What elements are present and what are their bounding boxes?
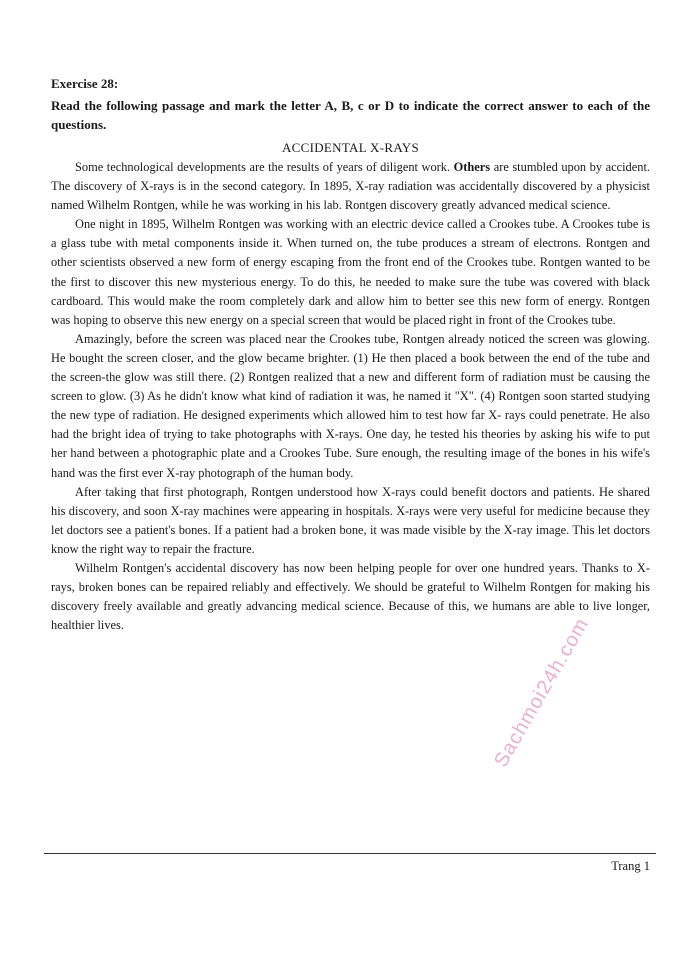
paragraph-5: Wilhelm Rontgen's accidental discovery has now been helping people for over one hundred years. Thanks to X-rays, broken bones can be repaired reliably and effectively. We should be grateful to Wilhelm Rontgen for making his discovery freely available and greatly advancing medical science. Because of this, we humans are able to live longer, healthier lives. xyxy=(51,560,650,633)
paragraph-4: After taking that first photograph, Rontgen understood how X-rays could benefit doctors and patients. He shared his discovery, and soon X-ray machines were appearing in hospitals. X-rays were very useful for medicine because they let doctors see a patient's bones. If a patient had a broken bone, it was made visible by the X-ray image. This let doctors know the right way to repair the fracture. xyxy=(51,484,650,556)
watermark: Sachmoi24h.com xyxy=(490,614,594,771)
paragraph-1-start: Some technological developments are the results of years of diligent work. xyxy=(75,160,454,174)
paragraph-1 xyxy=(51,158,650,215)
exercise-instruction: Read the following passage and mark the letter A, B, c or D to indicate the correct answer to each of the questions. xyxy=(51,98,650,132)
document-page xyxy=(51,74,650,635)
page-number: Trang 1 xyxy=(611,859,650,873)
footer-divider xyxy=(44,853,656,854)
paragraph-3: Amazingly, before the screen was placed near the Crookes tube, Rontgen already noticed the screen was glowing. He bought the screen closer, and the glow became brighter. (1) He then placed a book between the end of the tube and the screen-the glow was still there. (2) Rontgen realized that a new and different form of radiation must be causing the screen to glow. (3) As he didn't know what kind of radiation it was, he named it "X". (4) Rontgen soon started studying the new type of radiation. He designed experiments which allowed him to test how far X- rays could penetrate. He also had the bright idea of trying to take photographs with X-rays. One day, he tested his theories by asking his wife to put her hand between a photographic plate and a Crookes Tube. Sure enough, the resulting image of the bones in his wife's hand was the first ever X-ray photograph of the human body. xyxy=(51,331,650,480)
paragraph-2: One night in 1895, Wilhelm Rontgen was working with an electric device called a Crookes tube. A Crookes tube is a glass tube with metal components inside it. When turned on, the tube produces a stream of electrons. Rontgen and other scientists observed a new form of energy escaping from the front end of the Crookes tube. Rontgen wanted to be the first to discover this new mysterious energy. To do this, he needed to make sure the tube was covered with black cardboard. This would make the room completely dark and allow him to better see this new form of energy. Rontgen was hoping to observe this new energy on a special screen that would be placed right in front of the Crookes tube. xyxy=(51,217,650,327)
bold-word-others: Others xyxy=(453,160,491,174)
exercise-title: Exercise 28: xyxy=(51,76,119,91)
passage-title: ACCIDENTAL X-RAYS xyxy=(281,140,420,155)
paragraph-1-end: are stumbled upon by accident. The discovery of X-rays is in the second category. In 1895, X-ray radiation was accidentally discovered by a physicist named Wilhelm Rontgen, while he was working in his lab. Rontgen discovery greatly advanced medical science. xyxy=(51,160,650,213)
